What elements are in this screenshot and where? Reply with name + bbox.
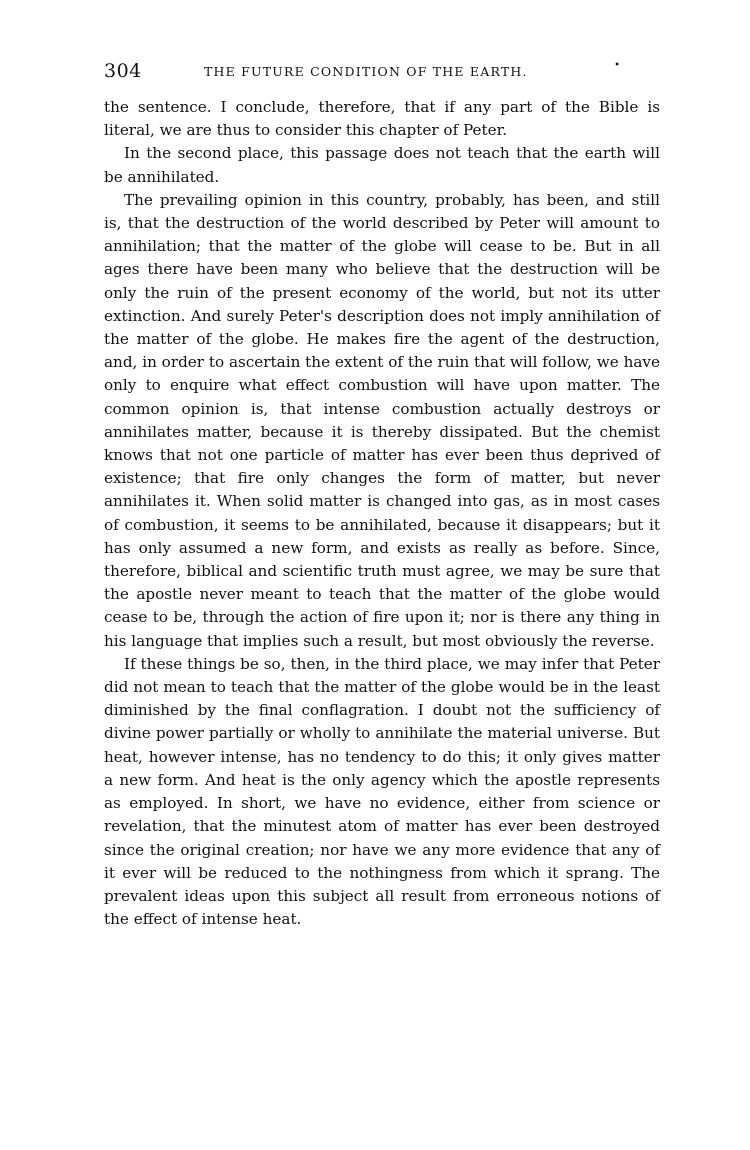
page-header [104,58,660,90]
header-mark: • [614,60,620,71]
paragraph-third-place: If these things be so, then, in the third place, we may infer that Peter did not mean to teach that the matter of the globe would be in the least diminished by the final conflagration. I doubt not the sufficiency of divine power partially or wholly to annihilate the material universe. But heat, however intense, has no tendency to do this; it only gives matter a new form. And heat is the only agency which the apostle represents as employed. In short, we have no evidence, either from science or revelation, that the minutest atom of matter has ever been destroyed since the original creation; nor have we any more evidence that any of it ever will be reduced to the nothingness from which it sprang. The prevalent ideas upon this subject all result from erroneous notions of the effect of intense heat. [104,654,660,929]
paragraph-continuation: the sentence. I conclude, therefore, that if any part of the Bible is literal, we are thus to consider this chapter of Peter. [104,98,660,140]
paragraph-prevailing-opinion: The prevailing opinion in this country, probably, has been, and still is, that the destruction of the world described by Peter will amount to annihilation; that the matter of the globe will cease to be. But in all ages there have been many who believe that the destruction will be only the ruin of the present economy of the world, but not its utter extinction. And surely Peter's description does not imply annihilation of the matter of the globe. He makes fire the agent of the destruction, and, in order to ascertain the extent of the ruin that will follow, we have only to enquire what effect combustion will have upon matter. The common opinion is, that intense combustion actually destroys or annihilates matter, because it is thereby dissipated. But the chemist knows that not one particle of matter has ever been thus deprived of existence; that fire only changes the form of matter, but never annihilates it. When solid matter is changed into gas, as in most cases of combustion, it seems to be annihilated, because it disappears; but it has only assumed a new form, and exists as really as before. Since, therefore, biblical and scientific truth must agree, we may be sure that the apostle never meant to teach that the matter of the globe would cease to be, through the action of fire upon it; nor is there any thing in his language that implies such a result, but most obviously the reverse. [104,190,661,650]
page-body [104,96,660,931]
book-page [104,58,660,931]
page-number: 304 [104,60,142,82]
running-head: THE FUTURE CONDITION OF THE EARTH. [204,64,528,79]
paragraph-second-place: In the second place, this passage does not teach that the earth will be annihilated. [104,144,660,186]
